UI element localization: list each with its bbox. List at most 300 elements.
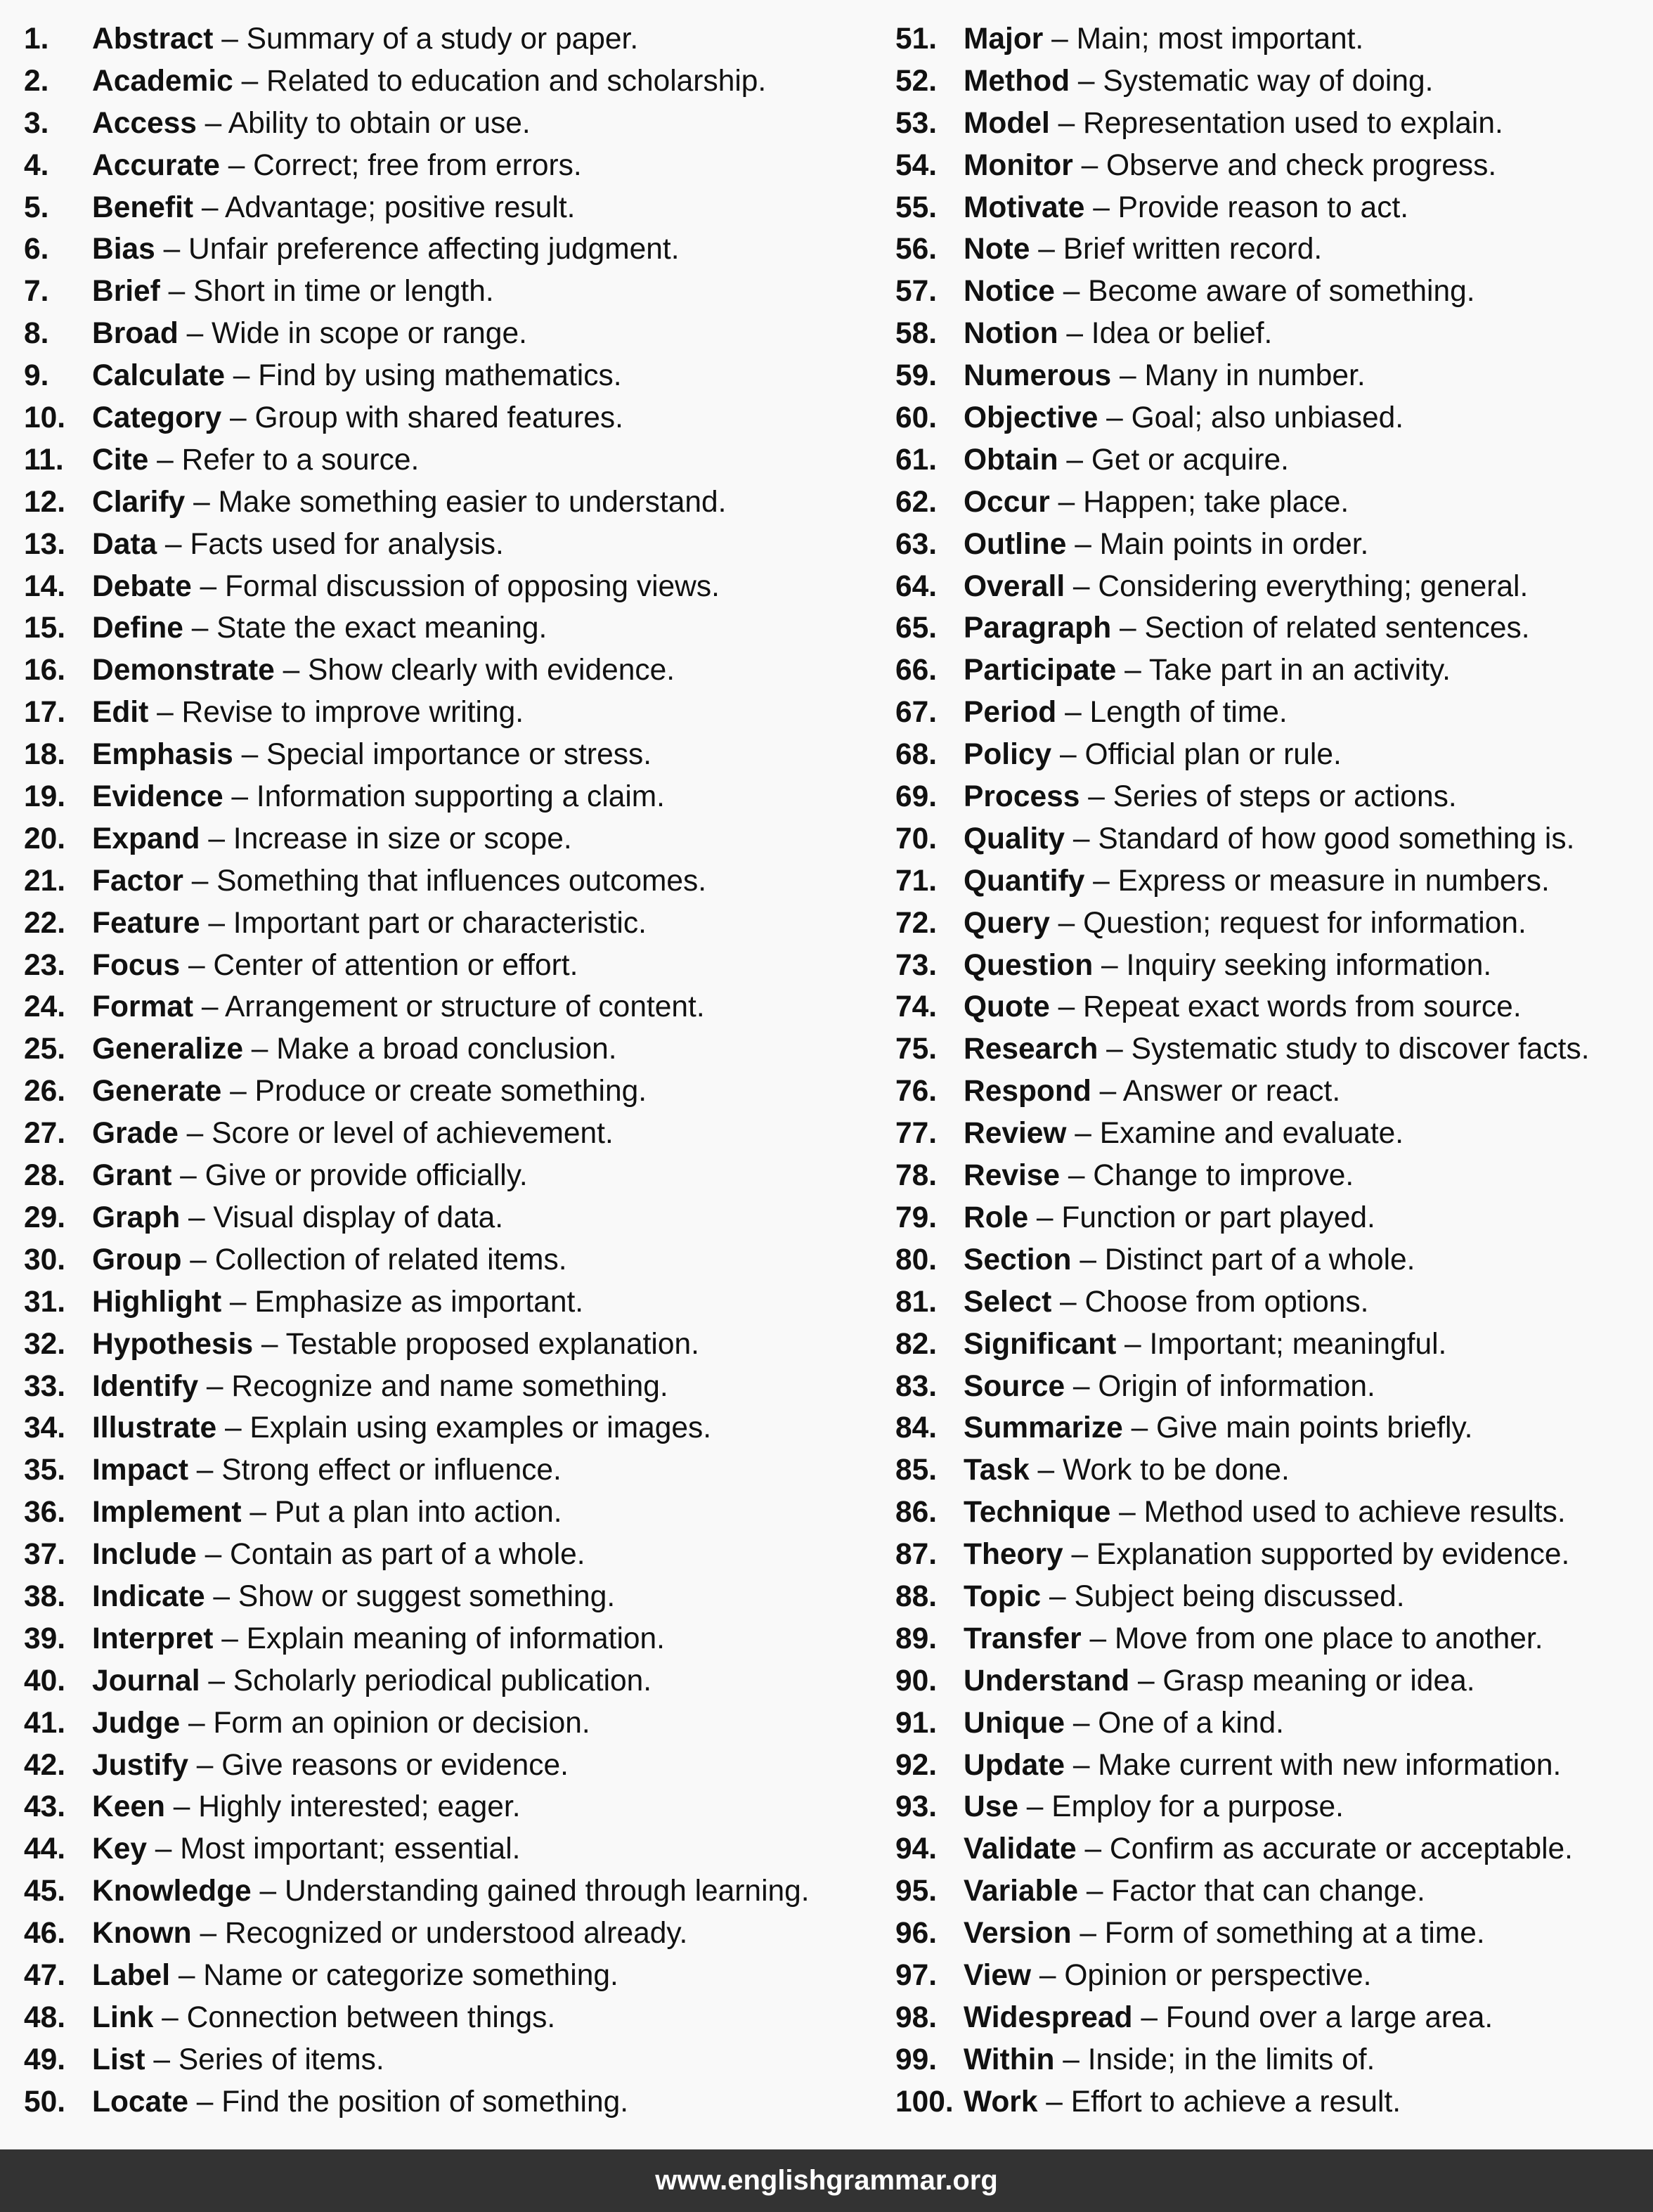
item-number: 6. [24,233,49,266]
item-body [964,481,1349,524]
vocabulary-item [24,776,867,818]
item-number: 9. [24,359,49,393]
item-number: 37. [24,1538,66,1572]
vocabulary-item [895,1913,1647,1955]
item-number: 32. [24,1327,66,1361]
vocabulary-item [24,1576,867,1618]
item-number: 44. [24,1832,66,1866]
vocabulary-word: Version [964,1917,1072,1951]
item-body [92,481,726,524]
vocabulary-item [24,1492,867,1534]
vocabulary-definition: – Visual display of data. [180,1201,504,1234]
vocabulary-word: Topic [964,1579,1042,1613]
vocabulary-item [895,860,1647,903]
vocabulary-definition: – Distinct part of a whole. [1071,1243,1415,1276]
item-body [92,945,578,987]
item-body [964,1870,1425,1913]
vocabulary-word: Demonstrate [92,654,275,687]
item-number: 67. [895,696,938,730]
item-body [92,524,504,566]
item-body [964,1028,1590,1071]
vocabulary-item [24,1955,867,1997]
vocabulary-item [24,566,867,608]
item-number: 99. [895,2043,938,2076]
vocabulary-item [895,1281,1647,1324]
item-number: 25. [24,1033,66,1066]
vocabulary-item [24,1913,867,1955]
vocabulary-definition: – Move from one place to another. [1081,1622,1543,1655]
vocabulary-word: Use [964,1790,1018,1824]
vocabulary-item [895,355,1647,397]
item-number: 49. [24,2043,66,2076]
vocabulary-definition: – Subject being discussed. [1041,1579,1405,1613]
vocabulary-definition: – Find by using mathematics. [224,359,622,393]
item-body [964,566,1528,608]
item-number: 36. [24,1496,66,1529]
item-number: 2. [24,64,49,98]
item-number: 3. [24,106,49,140]
item-body [92,649,675,692]
item-body [92,228,680,271]
vocabulary-word: Focus [92,948,181,982]
vocabulary-definition: – Facts used for analysis. [157,527,504,561]
vocabulary-definition: – Connection between things. [153,2000,556,2034]
vocabulary-item [895,1870,1647,1913]
item-number: 58. [895,317,938,351]
item-body [92,397,623,439]
vocabulary-definition: – Become aware of something. [1054,275,1475,309]
vocabulary-word: Objective [964,401,1098,435]
vocabulary-definition: – Important; meaningful. [1116,1327,1447,1361]
item-number: 35. [24,1454,66,1487]
vocabulary-word: Participate [964,654,1117,687]
item-number: 78. [895,1159,938,1193]
item-number: 100. [895,2085,954,2119]
vocabulary-definition: – Series of steps or actions. [1080,780,1457,814]
item-body [92,439,419,481]
vocabulary-definition: – Make current with new information. [1065,1748,1562,1782]
vocabulary-item [24,1407,867,1449]
vocabulary-item [895,1576,1647,1618]
item-body [92,1071,647,1113]
vocabulary-definition: – Explain using examples or images. [216,1411,712,1445]
vocabulary-item [24,103,867,145]
vocabulary-definition: – Effort to achieve a result. [1037,2085,1401,2119]
vocabulary-definition: – Short in time or length. [160,275,494,309]
vocabulary-definition: – Systematic study to discover facts. [1098,1033,1590,1066]
vocabulary-item [24,1028,867,1071]
item-body [92,1913,687,1955]
vocabulary-word: Validate [964,1832,1077,1866]
vocabulary-definition: – Standard of how good something is. [1065,822,1575,855]
item-body [964,776,1457,818]
vocabulary-word: Motivate [964,190,1085,224]
vocabulary-word: Quote [964,990,1050,1024]
vocabulary-definition: – Function or part played. [1028,1201,1375,1234]
item-number: 97. [895,1958,938,1992]
item-number: 7. [24,275,49,309]
item-number: 93. [895,1790,938,1824]
item-number: 60. [895,401,938,435]
vocabulary-definition: – Recognized or understood already. [191,1917,688,1951]
vocabulary-item [895,566,1647,608]
item-body [92,1745,569,1787]
vocabulary-word: Research [964,1033,1098,1066]
vocabulary-word: Feature [92,906,200,940]
item-body [92,1660,652,1702]
item-body [92,1239,567,1281]
item-body [964,1702,1284,1745]
vocabulary-word: Work [964,2085,1038,2119]
item-number: 72. [895,906,938,940]
item-body [92,776,665,818]
vocabulary-definition: – Considering everything; general. [1065,569,1529,603]
item-number: 90. [895,1664,938,1697]
vocabulary-item [895,1324,1647,1366]
vocabulary-item [24,1239,867,1281]
vocabulary-definition: – Method used to achieve results. [1110,1496,1566,1529]
vocabulary-item [24,187,867,229]
item-number: 8. [24,317,49,351]
item-number: 53. [895,106,938,140]
vocabulary-word: Factor [92,864,183,898]
item-body [964,1407,1472,1449]
vocabulary-word: Highlight [92,1285,222,1319]
vocabulary-definition: – Refer to a source. [148,443,420,477]
vocabulary-definition: – Official plan or rule. [1051,738,1342,772]
item-number: 31. [24,1285,66,1319]
item-body [964,18,1363,60]
vocabulary-item [895,607,1647,649]
item-body [92,1155,528,1197]
vocabulary-item [895,2081,1647,2123]
item-number: 40. [24,1664,66,1697]
vocabulary-word: Generate [92,1075,222,1108]
item-body [92,1828,520,1870]
vocabulary-item [895,1660,1647,1702]
vocabulary-item [24,1197,867,1239]
item-body [92,2081,628,2123]
vocabulary-definition: – Name or categorize something. [170,1958,618,1992]
vocabulary-definition: – One of a kind. [1065,1706,1284,1740]
vocabulary-word: Task [964,1454,1030,1487]
vocabulary-word: Quality [964,822,1065,855]
vocabulary-item [24,1702,867,1745]
vocabulary-definition: – State the exact meaning. [183,612,547,645]
vocabulary-definition: – Main; most important. [1043,22,1364,56]
vocabulary-item [895,187,1647,229]
vocabulary-word: Variable [964,1875,1079,1908]
vocabulary-item [24,1870,867,1913]
vocabulary-definition: – Confirm as accurate or acceptable. [1076,1832,1573,1866]
item-body [964,1660,1475,1702]
item-number: 38. [24,1579,66,1613]
vocabulary-definition: – Goal; also unbiased. [1098,401,1404,435]
item-number: 74. [895,990,938,1024]
footer-url[interactable]: www.englishgrammar.org [0,2149,1653,2212]
vocabulary-word: Notion [964,317,1058,351]
item-number: 20. [24,822,66,855]
vocabulary-item [24,860,867,903]
vocabulary-word: Source [964,1369,1065,1403]
item-body [92,860,706,903]
vocabulary-word: Note [964,233,1030,266]
vocabulary-word: Period [964,696,1057,730]
item-body [92,1281,583,1324]
vocabulary-definition: – Choose from options. [1051,1285,1369,1319]
item-body [92,818,572,860]
item-number: 5. [24,190,49,224]
vocabulary-word: List [92,2043,145,2076]
item-body [964,2081,1401,2123]
vocabulary-word: Summarize [964,1411,1123,1445]
vocabulary-word: Paragraph [964,612,1112,645]
vocabulary-word: Significant [964,1327,1117,1361]
item-number: 39. [24,1622,66,1655]
item-number: 68. [895,738,938,772]
item-number: 48. [24,2000,66,2034]
item-number: 42. [24,1748,66,1782]
vocabulary-word: Numerous [964,359,1112,393]
vocabulary-item [24,734,867,776]
item-body [92,1955,618,1997]
item-number: 86. [895,1496,938,1529]
vocabulary-item [24,524,867,566]
item-body [964,860,1550,903]
item-number: 63. [895,527,938,561]
vocabulary-word: Quantify [964,864,1085,898]
vocabulary-item [24,1071,867,1113]
item-number: 24. [24,990,66,1024]
vocabulary-item [895,271,1647,313]
vocabulary-definition: – Systematic way of doing. [1070,64,1434,98]
item-body [92,271,494,313]
item-body [92,1618,665,1660]
item-number: 75. [895,1033,938,1066]
vocabulary-definition: – Express or measure in numbers. [1084,864,1550,898]
vocabulary-definition: – Work to be done. [1029,1454,1290,1487]
vocabulary-item [895,1745,1647,1787]
item-body [964,1449,1290,1492]
vocabulary-definition: – Answer or react. [1091,1075,1341,1108]
vocabulary-definition: – Series of items. [145,2043,384,2076]
item-body [92,903,647,945]
vocabulary-item [895,649,1647,692]
vocabulary-item [895,1786,1647,1828]
vocabulary-definition: – Inquiry seeking information. [1093,948,1492,982]
item-number: 85. [895,1454,938,1487]
vocabulary-definition: – Explanation supported by evidence. [1063,1538,1570,1572]
vocabulary-definition: – Brief written record. [1030,233,1323,266]
vocabulary-word: Interpret [92,1622,214,1655]
item-number: 83. [895,1369,938,1403]
item-body [964,1913,1485,1955]
item-body [92,1197,503,1239]
item-number: 12. [24,485,66,519]
item-number: 77. [895,1117,938,1151]
vocabulary-word: Generalize [92,1033,243,1066]
item-number: 82. [895,1327,938,1361]
item-number: 64. [895,569,938,603]
vocabulary-word: Method [964,64,1070,98]
vocabulary-word: Key [92,1832,147,1866]
vocabulary-item [895,18,1647,60]
vocabulary-item [24,1366,867,1408]
item-number: 30. [24,1243,66,1276]
item-number: 96. [895,1917,938,1951]
item-body [964,1828,1573,1870]
vocabulary-item [24,397,867,439]
vocabulary-item [24,355,867,397]
vocabulary-item [895,1239,1647,1281]
item-body [964,1745,1561,1787]
vocabulary-item [24,1324,867,1366]
vocabulary-item [895,1028,1647,1071]
vocabulary-definition: – Revise to improve writing. [148,696,524,730]
item-number: 22. [24,906,66,940]
vocabulary-word: Justify [92,1748,188,1782]
item-body [964,60,1433,103]
vocabulary-word: Overall [964,569,1065,603]
vocabulary-column-left [24,18,867,2123]
vocabulary-item [24,228,867,271]
vocabulary-definition: – Special importance or stress. [233,738,652,772]
item-body [964,2039,1375,2081]
vocabulary-item [24,1113,867,1155]
vocabulary-definition: – Center of attention or effort. [180,948,578,982]
item-body [964,187,1408,229]
vocabulary-item [895,1534,1647,1576]
item-number: 33. [24,1369,66,1403]
vocabulary-definition: – Length of time. [1056,696,1288,730]
vocabulary-item [895,1492,1647,1534]
vocabulary-definition: – Inside; in the limits of. [1054,2043,1375,2076]
item-body [92,1324,699,1366]
item-body [964,986,1522,1028]
vocabulary-item [895,2039,1647,2081]
item-body [92,1449,562,1492]
vocabulary-word: Outline [964,527,1067,561]
vocabulary-word: Locate [92,2085,188,2119]
item-number: 47. [24,1958,66,1992]
item-body [964,397,1404,439]
vocabulary-item [24,1449,867,1492]
item-body [964,1366,1375,1408]
vocabulary-word: Hypothesis [92,1327,254,1361]
vocabulary-word: Bias [92,233,155,266]
vocabulary-word: Policy [964,738,1052,772]
vocabulary-item [895,1828,1647,1870]
item-number: 69. [895,780,938,814]
item-number: 73. [895,948,938,982]
vocabulary-word: Include [92,1538,197,1572]
vocabulary-definition: – Collection of related items. [181,1243,567,1276]
vocabulary-word: Section [964,1243,1072,1276]
vocabulary-definition: – Increase in size or scope. [200,822,572,855]
item-number: 57. [895,275,938,309]
vocabulary-definition: – Scholarly periodical publication. [200,1664,652,1697]
item-body [964,228,1322,271]
vocabulary-item [24,1155,867,1197]
vocabulary-definition: – Examine and evaluate. [1066,1117,1404,1151]
vocabulary-word: Model [964,106,1050,140]
vocabulary-definition: – Change to improve. [1060,1159,1354,1193]
item-body [92,1492,562,1534]
vocabulary-item [895,481,1647,524]
item-body [964,1239,1415,1281]
vocabulary-definition: – Make a broad conclusion. [242,1033,617,1066]
vocabulary-item [895,1702,1647,1745]
item-body [92,1028,617,1071]
item-body [964,1324,1446,1366]
vocabulary-word: Brief [92,275,160,309]
vocabulary-item [24,439,867,481]
vocabulary-definition: – Many in number. [1111,359,1366,393]
item-number: 71. [895,864,938,898]
vocabulary-word: View [964,1958,1032,1992]
item-number: 87. [895,1538,938,1572]
item-body [964,1534,1569,1576]
item-body [964,313,1272,355]
item-number: 94. [895,1832,938,1866]
item-number: 18. [24,738,66,772]
item-body [964,103,1503,145]
vocabulary-word: Benefit [92,190,194,224]
vocabulary-word: Calculate [92,359,225,393]
item-body [92,1786,521,1828]
vocabulary-definition: – Arrangement or structure of content. [193,990,705,1024]
item-number: 50. [24,2085,66,2119]
vocabulary-item [895,1366,1647,1408]
item-body [92,1366,668,1408]
vocabulary-item [895,397,1647,439]
vocabulary-item [895,1449,1647,1492]
item-number: 79. [895,1201,938,1234]
item-number: 45. [24,1875,66,1908]
item-body [92,1702,590,1745]
vocabulary-word: Broad [92,317,179,351]
item-body [92,18,638,60]
vocabulary-word: Access [92,106,197,140]
vocabulary-word: Expand [92,822,200,855]
vocabulary-word: Define [92,612,183,645]
item-number: 19. [24,780,66,814]
vocabulary-word: Major [964,22,1044,56]
vocabulary-definition: – Summary of a study or paper. [213,22,639,56]
item-number: 61. [895,443,938,477]
vocabulary-definition: – Group with shared features. [221,401,623,435]
vocabulary-word: Knowledge [92,1875,252,1908]
item-number: 13. [24,527,66,561]
vocabulary-definition: – Found over a large area. [1132,2000,1493,2034]
item-body [92,187,575,229]
vocabulary-word: Theory [964,1538,1063,1572]
vocabulary-word: Keen [92,1790,165,1824]
vocabulary-word: Occur [964,485,1050,519]
item-body [92,734,652,776]
vocabulary-word: Journal [92,1664,200,1697]
vocabulary-item [24,313,867,355]
vocabulary-definition: – Recognize and name something. [198,1369,668,1403]
item-body [964,1113,1404,1155]
item-number: 88. [895,1579,938,1613]
vocabulary-definition: – Contain as part of a whole. [196,1538,585,1572]
vocabulary-item [24,945,867,987]
vocabulary-definition: – Important part or characteristic. [200,906,647,940]
item-number: 27. [24,1117,66,1151]
vocabulary-column-right [895,18,1647,2123]
item-body [964,692,1288,734]
